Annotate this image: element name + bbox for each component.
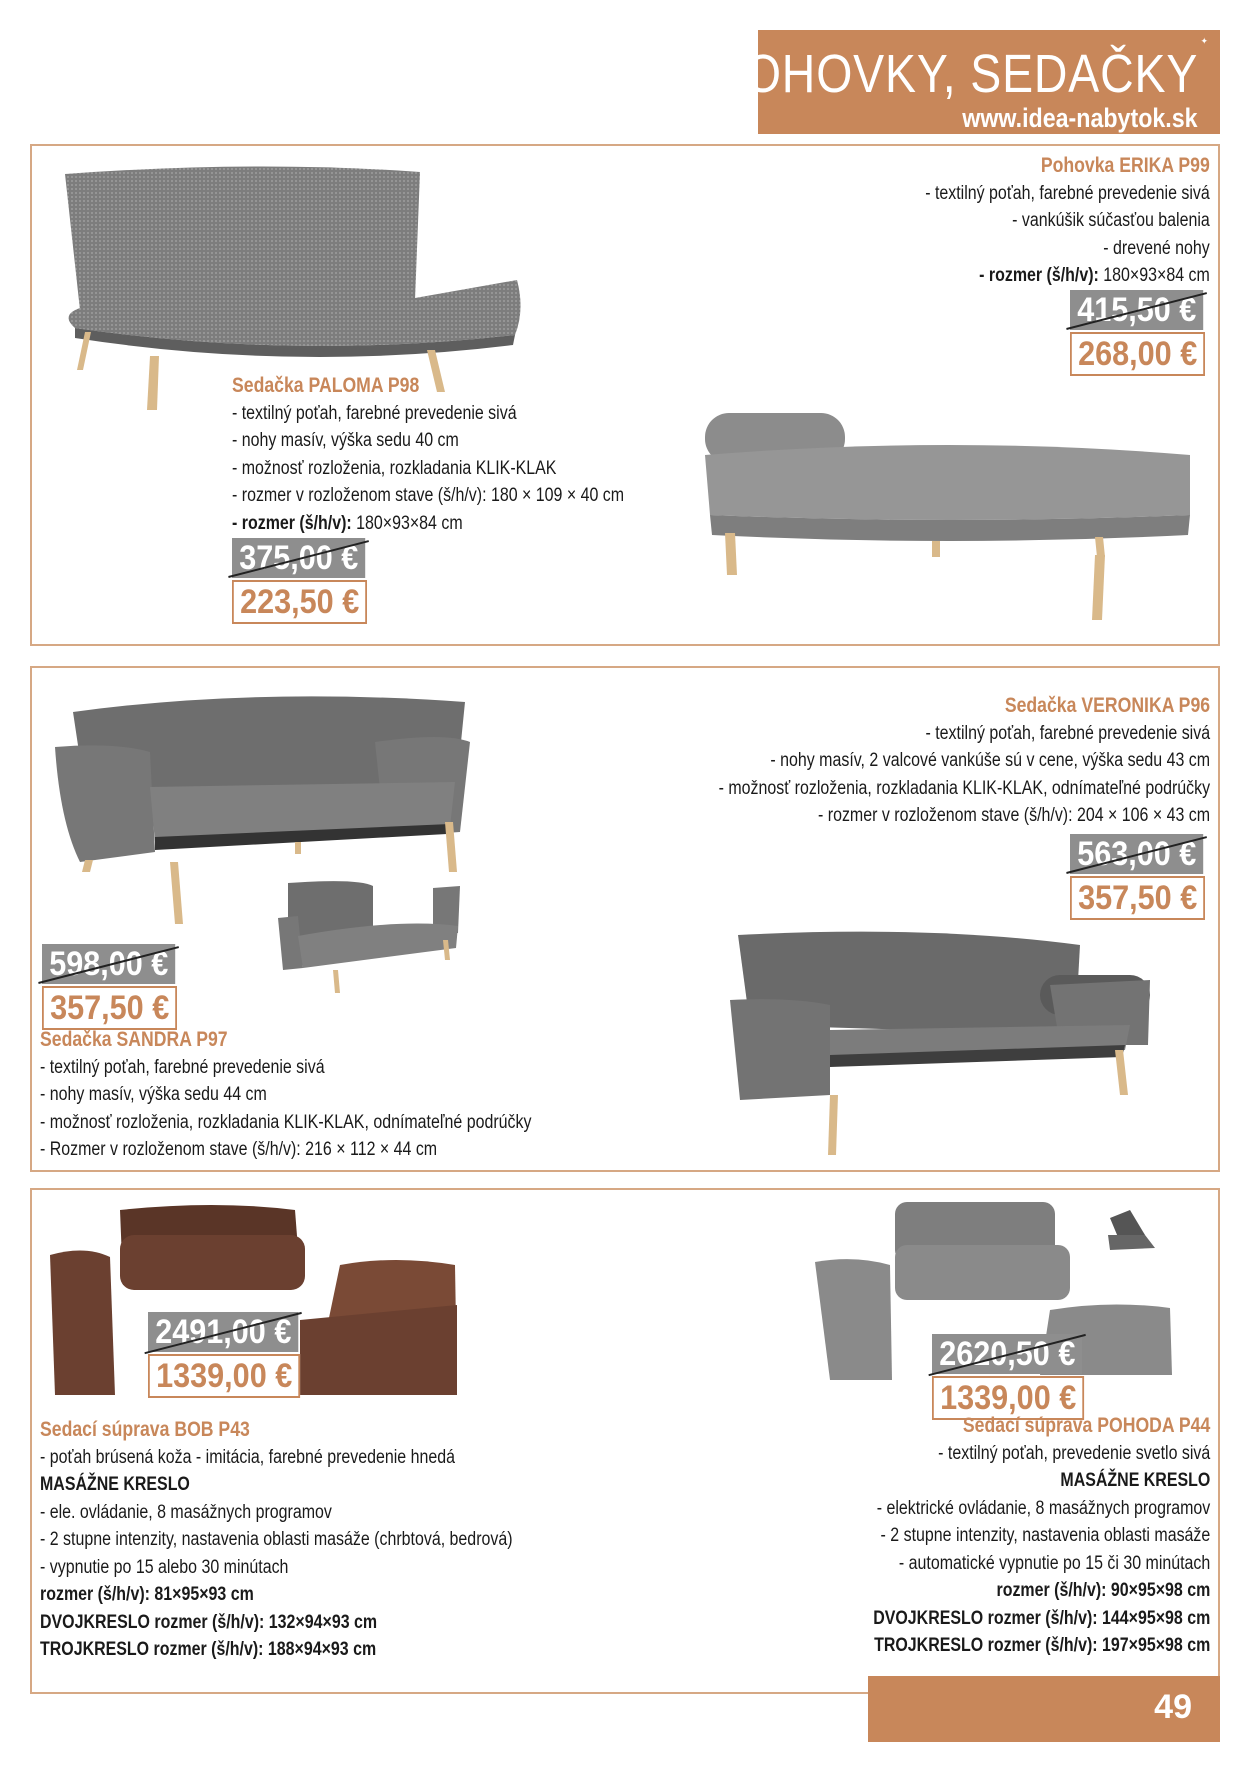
website-url[interactable]: www.idea-nabytok.sk	[962, 103, 1198, 133]
new-price: 268,00 €	[1070, 332, 1205, 376]
size-line: rozmer (š/h/v): 81×95×93 cm	[40, 1584, 254, 1605]
product-title: Pohovka ERIKA P99	[1041, 154, 1210, 177]
product-line: - nohy masív, výška sedu 44 cm	[40, 1084, 267, 1105]
product-line: - poťah brúsená koža - imitácia, farebné prevedenie hnedá	[40, 1446, 455, 1468]
page-number-box	[868, 1676, 1220, 1742]
product-title: Sedačka SANDRA P97	[40, 1028, 228, 1051]
product-line: - rozmer v rozloženom stave (š/h/v): 180 × 109 × 40 cm	[232, 485, 625, 506]
price-veronika	[1070, 834, 1205, 920]
size-value: 180×93×84 cm	[351, 512, 463, 534]
product-bob	[40, 1416, 513, 1664]
size-value: 180×93×84 cm	[1099, 265, 1210, 286]
massage-chair-label: MASÁŽNE KRESLO	[40, 1474, 190, 1495]
size-line: rozmer (š/h/v): 90×95×98 cm	[996, 1580, 1210, 1601]
product-line: - Rozmer v rozloženom stave (š/h/v): 216 × 112 × 44 cm	[40, 1139, 438, 1160]
product-line: - vankúšik súčasťou balenia	[1012, 210, 1210, 231]
price-sandra	[42, 944, 177, 1030]
erika-sofa-image	[700, 405, 1200, 625]
product-line: - drevené nohy	[1103, 237, 1210, 259]
product-title: Sedačka PALOMA P98	[232, 374, 420, 397]
size-line: TROJKRESLO rozmer (š/h/v): 197×95×98 cm	[873, 1635, 1210, 1656]
product-line: - možnosť rozloženia, rozkladania KLIK-KLAK, odnímateľné podrúčky	[718, 777, 1210, 799]
new-price: 357,50 €	[1070, 876, 1205, 920]
product-line: - textilný poťah, farebné prevedenie sivá	[232, 402, 517, 424]
page-title: POHOVKY, SEDAČKY	[712, 44, 1198, 104]
price-pohoda	[932, 1334, 1084, 1420]
product-line: - možnosť rozloženia, rozkladania KLIK-KLAK, odnímateľné podrúčky	[40, 1111, 532, 1133]
product-line: - 2 stupne intenzity, nastavenia oblasti masáže	[880, 1525, 1210, 1546]
product-line: - textilný poťah, farebné prevedenie sivá	[925, 182, 1210, 204]
product-line: - textilný poťah, farebné prevedenie sivá	[40, 1056, 325, 1078]
size-label: - rozmer (š/h/v):	[232, 512, 352, 534]
old-price: 563,00 €	[1070, 834, 1204, 874]
sandra-small-sofa-image	[278, 878, 468, 998]
size-line: DVOJKRESLO rozmer (š/h/v): 144×95×98 cm	[872, 1607, 1210, 1629]
size-label: - rozmer (š/h/v):	[979, 265, 1100, 286]
product-title: Sedací súprava POHODA P44	[962, 1414, 1210, 1437]
corner-mark: ✦	[1200, 36, 1208, 46]
product-line: - možnosť rozloženia, rozkladania KLIK-KLAK	[232, 457, 557, 479]
product-line: - textilný poťah, prevedenie svetlo sivá	[937, 1442, 1210, 1464]
page-header	[712, 30, 1220, 134]
product-title: Sedací súprava BOB P43	[40, 1418, 250, 1441]
old-price: 375,00 €	[232, 538, 366, 578]
new-price: 357,50 €	[42, 986, 177, 1030]
massage-chair-label: MASÁŽNE KRESLO	[1060, 1470, 1210, 1491]
veronika-sofa-image	[730, 925, 1150, 1155]
page-number: 49	[1154, 1688, 1192, 1726]
product-line: - textilný poťah, farebné prevedenie sivá	[925, 722, 1210, 744]
size-line: DVOJKRESLO rozmer (š/h/v): 132×94×93 cm	[40, 1611, 378, 1633]
product-line: - elektrické ovládanie, 8 masážnych programov	[876, 1497, 1210, 1519]
product-title: Sedačka VERONIKA P96	[1004, 694, 1210, 717]
product-line: - ele. ovládanie, 8 masážnych programov	[40, 1501, 332, 1523]
product-line: - nohy masív, výška sedu 40 cm	[232, 430, 459, 451]
product-pohoda	[873, 1412, 1210, 1660]
old-price: 2620,50 €	[932, 1334, 1083, 1374]
product-line: - vypnutie po 15 alebo 30 minútach	[40, 1556, 289, 1578]
old-price: 2491,00 €	[148, 1312, 299, 1352]
product-line: - automatické vypnutie po 15 či 30 minútach	[898, 1552, 1210, 1574]
product-line: - 2 stupne intenzity, nastavenia oblasti masáže (chrbtová, bedrová)	[40, 1529, 513, 1550]
product-paloma	[232, 372, 624, 537]
new-price: 1339,00 €	[148, 1354, 300, 1398]
old-price: 415,50 €	[1070, 290, 1204, 330]
product-erika	[925, 152, 1210, 290]
new-price: 223,50 €	[232, 580, 367, 624]
price-paloma	[232, 538, 367, 624]
product-veronika	[719, 692, 1210, 830]
new-price: 1339,00 €	[932, 1376, 1084, 1420]
size-line: TROJKRESLO rozmer (š/h/v): 188×94×93 cm	[40, 1639, 377, 1660]
price-bob	[148, 1312, 300, 1398]
price-erika	[1070, 290, 1205, 376]
product-sandra	[40, 1026, 531, 1164]
old-price: 598,00 €	[42, 944, 176, 984]
product-line: - rozmer v rozloženom stave (š/h/v): 204 × 106 × 43 cm	[817, 805, 1210, 826]
product-line: - nohy masív, 2 valcové vankúše sú v cene, výška sedu 43 cm	[770, 750, 1210, 771]
